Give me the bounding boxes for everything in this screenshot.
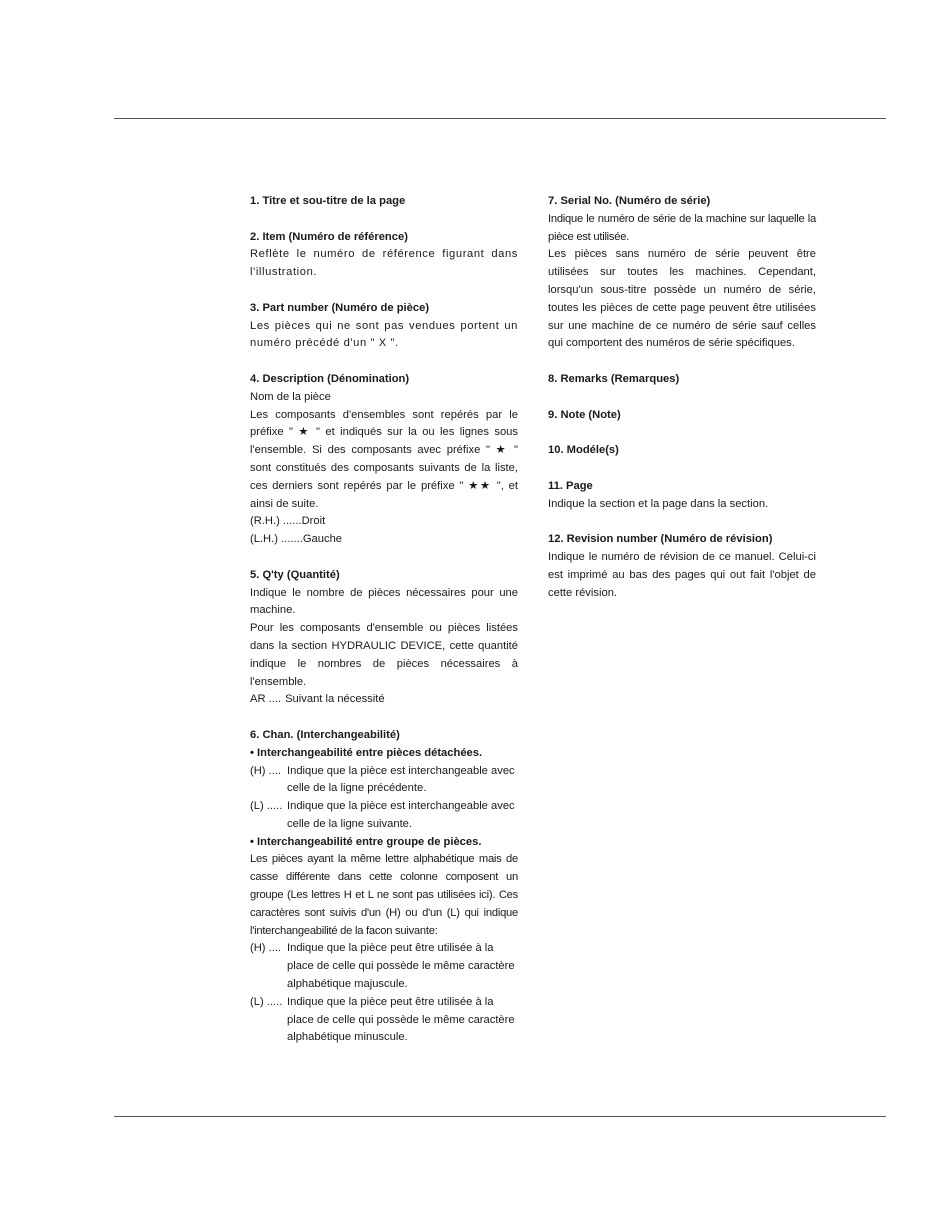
section-heading: 5. Q'ty (Quantité): [250, 568, 340, 581]
bullet-heading: • Interchangeabilité entre groupe de pièces.: [250, 835, 482, 848]
left-column: [250, 193, 518, 1065]
section-heading: 2. Item (Numéro de référence): [250, 230, 408, 243]
section-heading: 6. Chan. (Interchangeabilité): [250, 728, 400, 741]
section-4-description: [250, 371, 518, 549]
definition-value: Droit: [301, 515, 326, 528]
definition-h: [250, 940, 518, 993]
section-5-quantity: [250, 567, 518, 709]
section-10-models: [548, 442, 816, 460]
section-heading: 9. Note (Note): [548, 408, 621, 421]
definition-key: (L) .....: [250, 995, 283, 1008]
section-text: Nom de la pièce: [250, 390, 331, 403]
section-heading: 11. Page: [548, 479, 593, 492]
definition-rh: [250, 513, 518, 531]
section-heading: 7. Serial No. (Numéro de série): [548, 195, 711, 207]
section-heading: 4. Description (Dénomination): [250, 372, 410, 385]
section-12-revision-number: [548, 531, 816, 602]
section-text: Les pièces qui ne sont pas vendues portent un numéro précédé d'un " X ".: [250, 319, 518, 350]
section-text: Indique le numéro de série de la machine sur laquelle la pièce est utilisée.: [548, 212, 816, 243]
section-2-item: [250, 229, 518, 282]
right-column: [548, 193, 816, 620]
definition-value: Indique que la pièce peut être utilisée à la place de celle qui possède le même caractère alphabétique minuscule.: [287, 995, 515, 1044]
definition-key: (L) .....: [250, 800, 283, 813]
definition-lh: [250, 531, 518, 549]
section-text: Indique le nombre de pièces nécessaires pour une machine.: [250, 586, 518, 617]
bottom-horizontal-rule: [114, 1116, 886, 1117]
definition-key: (H) ....: [250, 764, 282, 777]
definition-value: Indique que la pièce peut être utilisée à la place de celle qui possède le même caractère alphabétique majuscule.: [287, 942, 515, 991]
definition-l: [250, 994, 518, 1047]
definition-key: AR ....: [250, 693, 282, 706]
section-text: Les composants d'ensembles sont repérés par le préfixe " ★ " et indiqués sur la ou les lignes sous l'ensemble. Si des composants avec préfixe " ★ " sont constitués des composants suivants de la liste, ces derniers sont repérés par le préfixe " ★★ ", et ainsi de suite.: [250, 408, 518, 510]
section-6-interchangeability: [250, 727, 518, 1047]
section-text: Indique la section et la page dans la section.: [548, 497, 769, 510]
definition-ar: [250, 691, 518, 709]
section-heading: 12. Revision number (Numéro de révision): [548, 533, 773, 546]
section-7-serial-no: [548, 193, 816, 353]
section-text: Les pièces ayant la même lettre alphabétique mais de casse différente dans cette colonne composent un groupe (Les lettres H et L ne sont pas utilisées ici). Ces caractères sont suivis d'un (H) ou d'un (L) qui indique l'interchangeabilité de la facon suivante:: [250, 853, 518, 937]
section-text: Indique le numéro de révision de ce manuel. Celui-ci est imprimé au bas des pages qui out fait l'objet de cette révision.: [548, 550, 816, 599]
bullet-heading: • Interchangeabilité entre pièces détachées.: [250, 746, 483, 759]
section-8-remarks: [548, 371, 816, 389]
definition-key: (H) ....: [250, 942, 282, 955]
section-text: Reflète le numéro de référence figurant dans l'illustration.: [250, 248, 518, 279]
definition-value: Indique que la pièce est interchangeable avec celle de la ligne suivante.: [287, 800, 515, 830]
section-text: Les pièces sans numéro de série peuvent être utilisées sur toutes les machines. Cependant, lorsqu'un sous-titre possède un numéro de série, toutes les pièces de cette page peuvent être utilisées sur une machine de ce numéro de série sauf celles qui comportent des numéros de série spécifiques.: [548, 248, 816, 350]
section-text: Pour les composants d'ensemble ou pièces listées dans la section HYDRAULIC DEVICE, cette quantité indique le nombres de pièces nécessaires à l'ensemble.: [250, 622, 518, 688]
definition-value: Gauche: [302, 533, 343, 546]
definition-key: (L.H.) .......: [250, 533, 303, 546]
section-heading: 8. Remarks (Remarques): [548, 372, 680, 385]
section-heading: 10. Modéle(s): [548, 444, 619, 457]
definition-value: Indique que la pièce est interchangeable avec celle de la ligne précédente.: [287, 764, 515, 795]
section-11-page: [548, 478, 816, 514]
definition-h: [250, 763, 518, 799]
definition-value: Suivant la nécessité: [285, 693, 385, 706]
definition-l: [250, 798, 518, 834]
section-heading: 3. Part number (Numéro de pièce): [250, 301, 430, 314]
section-1-page-title: [250, 193, 518, 211]
definition-key: (R.H.) ......: [250, 515, 302, 528]
section-heading: 1. Titre et sou-titre de la page: [250, 195, 406, 207]
section-9-note: [548, 407, 816, 425]
section-3-part-number: [250, 300, 518, 353]
top-horizontal-rule: [114, 118, 886, 119]
